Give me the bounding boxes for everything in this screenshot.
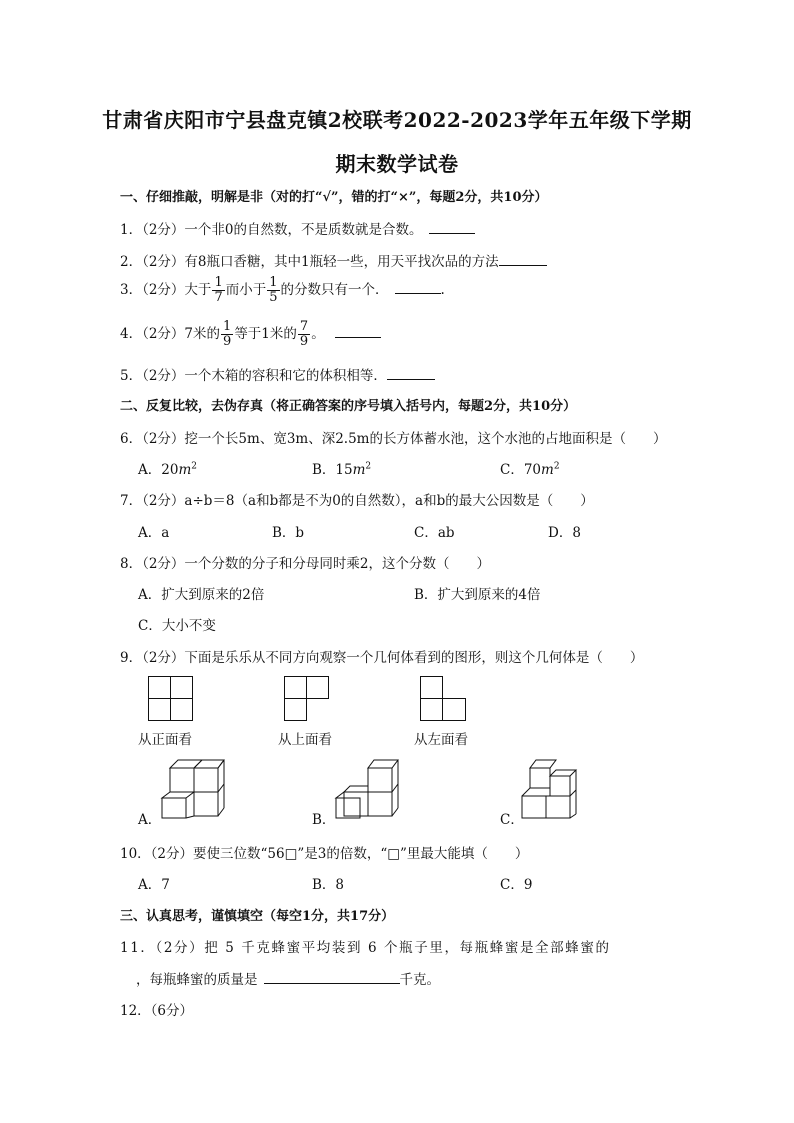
q7-option-b[interactable]: B．b xyxy=(272,525,305,541)
question-3-text-a: 3．（2分）大于 xyxy=(120,282,212,298)
top-view-figure xyxy=(284,676,330,722)
question-9: 9．（2分）下面是乐乐从不同方向观察一个几何体看到的图形，则这个几何体是（ ） xyxy=(120,650,644,666)
left-view-label: 从左面看 xyxy=(414,732,468,748)
top-view-label: 从上面看 xyxy=(278,732,332,748)
q9-option-a-solid xyxy=(162,760,224,820)
question-5-text: 5．（2分）一个木箱的容积和它的体积相等． xyxy=(120,368,387,384)
q7-option-d[interactable]: D．8 xyxy=(548,525,581,541)
question-2-text: 2．（2分）有8瓶口香糖，其中1瓶轻一些，用天平找次品的方法 xyxy=(120,254,499,270)
answer-blank[interactable] xyxy=(499,253,547,266)
question-3-text-c: 的分数只有一个． xyxy=(280,282,389,298)
q9-option-b-solid xyxy=(336,760,400,820)
answer-blank[interactable] xyxy=(395,281,441,294)
question-3-end: . xyxy=(440,282,445,298)
q8-option-a[interactable]: A．扩大到原来的2倍 xyxy=(138,587,265,603)
question-12: 12．（6分） xyxy=(120,1003,194,1019)
exam-title-line1: 甘肃省庆阳市宁县盘克镇2校联考2022-2023学年五年级下学期 xyxy=(102,108,692,132)
question-5 xyxy=(120,364,435,384)
q6-option-a[interactable]: A．$20m^2$ xyxy=(138,461,197,478)
q10-option-b[interactable]: B．8 xyxy=(312,877,345,893)
q6-option-c[interactable]: C．$70m^2$ xyxy=(500,461,560,478)
answer-blank[interactable] xyxy=(335,325,381,338)
fraction-one-seventh: $\frac{1}{7}$ xyxy=(214,275,223,305)
question-7: 7．（2分）a÷b＝8（a和b都是不为0的自然数），a和b的最大公因数是（ ） xyxy=(120,493,594,509)
q9-option-a[interactable]: A． xyxy=(138,812,162,828)
question-3 xyxy=(120,276,445,305)
front-view-figure xyxy=(148,676,194,722)
q8-option-c[interactable]: C．大小不变 xyxy=(138,618,216,634)
question-3-text-b: 而小于 xyxy=(225,282,267,298)
exam-title-line2: 期末数学试卷 xyxy=(335,152,459,176)
fraction-seven-ninths: $\frac{7}{9}$ xyxy=(299,319,309,349)
section-2-heading: 二、反复比较，去伪存真（将正确答案的序号填入括号内，每题2分，共10分） xyxy=(120,399,577,414)
question-4-text-c: 。 xyxy=(311,326,325,342)
question-4-text-a: 4．（2分）7米的 xyxy=(120,326,221,342)
question-11-line1: 11．（2分）把 5 千克蜂蜜平均装到 6 个瓶子里，每瓶蜂蜜是全部蜂蜜的 xyxy=(120,940,611,956)
question-1-text: 1．（2分）一个非0的自然数，不是质数就是合数。 xyxy=(120,222,423,238)
question-10: 10．（2分）要使三位数“56□”是3的倍数，“□”里最大能填（ ） xyxy=(120,846,529,862)
q8-option-b[interactable]: B．扩大到原来的4倍 xyxy=(414,587,541,603)
front-view-label: 从正面看 xyxy=(138,732,192,748)
answer-blank[interactable] xyxy=(387,367,435,380)
question-4-text-b: 等于1米的 xyxy=(234,326,297,342)
question-11-text-a: ，每瓶蜂蜜的质量是 xyxy=(136,972,258,988)
section-3-heading: 三、认真思考，谨慎填空（每空1分，共17分） xyxy=(120,909,395,924)
question-8: 8．（2分）一个分数的分子和分母同时乘2，这个分数（ ） xyxy=(120,556,491,572)
question-11-line2 xyxy=(136,968,440,988)
question-4 xyxy=(120,320,381,349)
q7-option-a[interactable]: A．a xyxy=(138,525,170,541)
question-11-text-b: 千克。 xyxy=(399,972,440,988)
q10-option-c[interactable]: C．9 xyxy=(500,877,533,893)
question-2 xyxy=(120,250,547,270)
section-1-heading: 一、仔细推敲，明解是非（对的打“√”，错的打“×”，每题2分，共10分） xyxy=(120,190,548,205)
q9-option-b[interactable]: B． xyxy=(312,812,336,828)
q10-option-a[interactable]: A．7 xyxy=(138,877,170,893)
q9-option-c[interactable]: C． xyxy=(500,812,524,828)
answer-blank[interactable] xyxy=(264,971,400,984)
answer-blank[interactable] xyxy=(429,221,475,234)
q7-option-c[interactable]: C．ab xyxy=(414,525,455,541)
question-1 xyxy=(120,218,475,238)
q9-option-c-solid xyxy=(522,760,584,820)
question-6: 6．（2分）挖一个长5m、宽3m、深2.5m的长方体蓄水池，这个水池的占地面积是（ ） xyxy=(120,431,667,447)
q6-option-b[interactable]: B．$15m^2$ xyxy=(312,461,372,478)
fraction-one-fifth: $\frac{1}{5}$ xyxy=(269,275,278,305)
left-view-figure xyxy=(420,676,468,722)
fraction-one-ninth: $\frac{1}{9}$ xyxy=(223,319,232,349)
